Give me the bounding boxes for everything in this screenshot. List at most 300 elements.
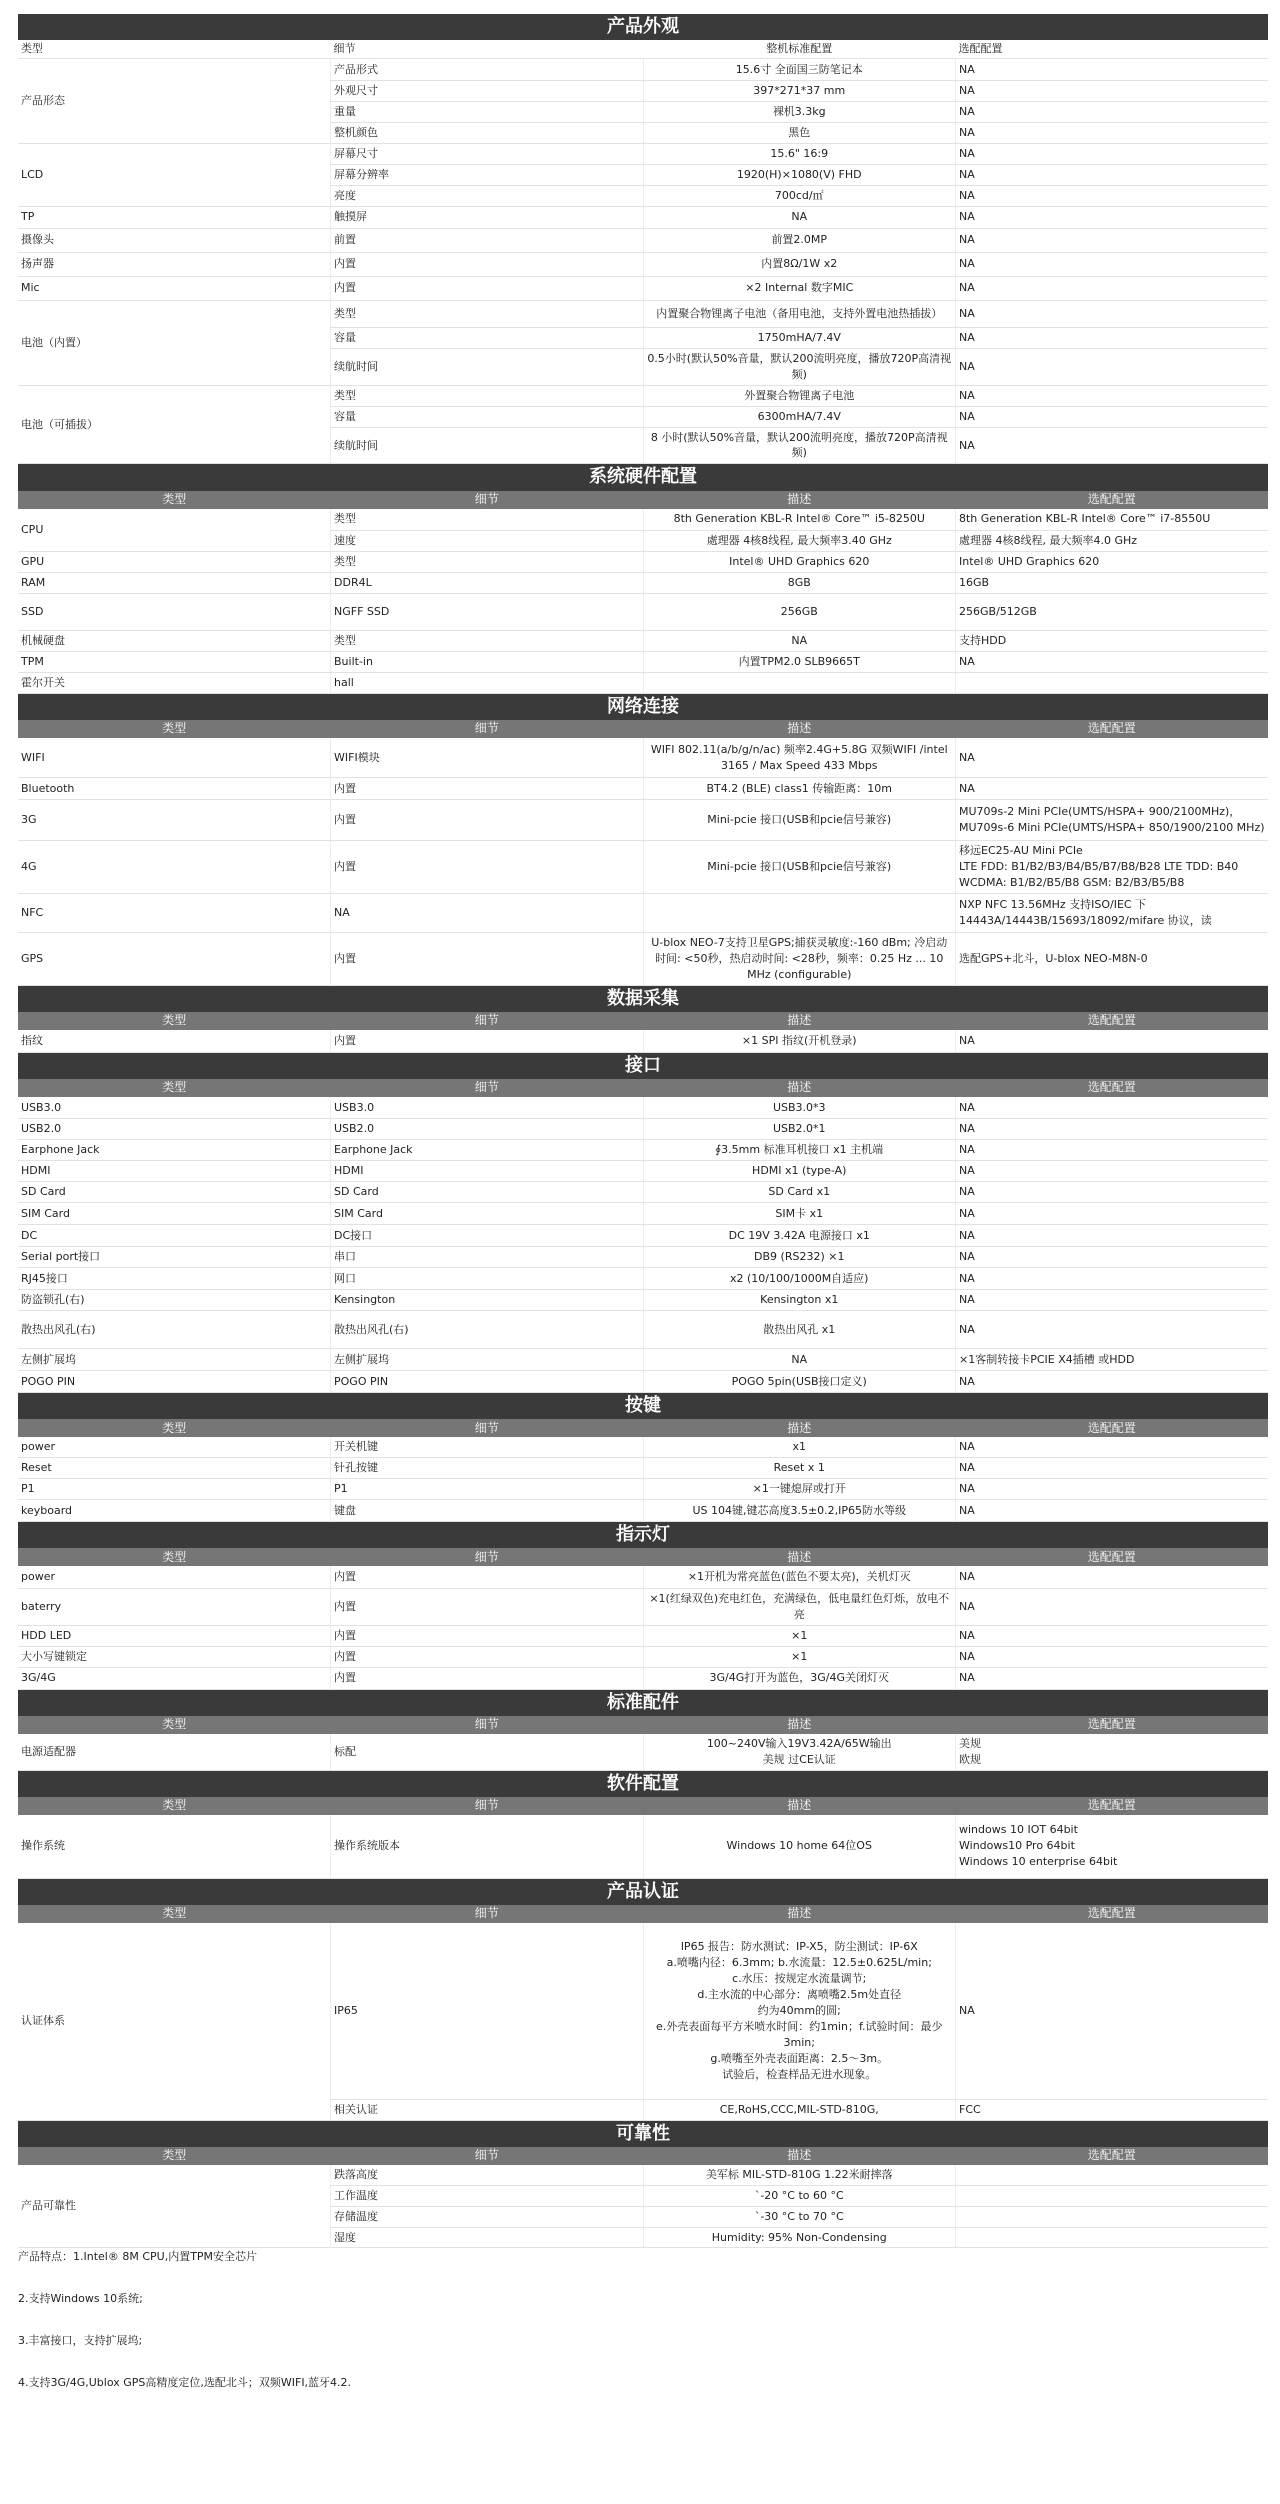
- cell-optional: Intel® UHD Graphics 620: [956, 552, 1269, 573]
- table-row: [18, 841, 1268, 894]
- cell-detail: 针孔按键: [331, 1458, 644, 1479]
- cell-type: RAM: [18, 573, 331, 594]
- cell-description: 256GB: [643, 593, 956, 630]
- cell-type: LCD: [18, 143, 331, 206]
- table-row: [18, 509, 1268, 531]
- cell-optional: NA: [956, 1247, 1269, 1268]
- cell-type: CPU: [18, 509, 331, 552]
- column-header-type: 类型: [18, 1548, 331, 1566]
- column-header-optional: 选配配置: [956, 1012, 1269, 1030]
- cell-detail: 操作系统版本: [331, 1815, 644, 1879]
- column-header-type: 类型: [18, 491, 331, 509]
- cell-optional: NA: [956, 1268, 1269, 1290]
- cell-optional: NA: [956, 1161, 1269, 1182]
- cell-detail: 亮度: [331, 185, 644, 206]
- section-title: 软件配置: [18, 1770, 1268, 1797]
- section-header-row: [18, 1905, 1268, 1923]
- cell-optional: FCC: [956, 2099, 1269, 2120]
- cell-detail: 容量: [331, 406, 644, 427]
- section-title: 产品外观: [18, 14, 1268, 40]
- cell-description: Humidity: 95% Non-Condensing: [643, 2227, 956, 2248]
- column-header-detail: 细节: [331, 1419, 644, 1437]
- column-header-type: 类型: [18, 2147, 331, 2165]
- cell-description: 内置TPM2.0 SLB9665T: [643, 651, 956, 672]
- table-row: [18, 1479, 1268, 1500]
- cell-optional: NA: [956, 1311, 1269, 1349]
- cell-detail: 屏幕分辨率: [331, 164, 644, 185]
- cell-optional: [956, 2227, 1269, 2248]
- section-title: 网络连接: [18, 693, 1268, 720]
- cell-type: 产品形态: [18, 59, 331, 144]
- cell-optional: NA: [956, 206, 1269, 228]
- cell-optional: NA: [956, 1097, 1269, 1119]
- cell-description: 3G/4G打开为蓝色，3G/4G关闭灯灭: [643, 1667, 956, 1689]
- column-header-description: 描述: [643, 720, 956, 738]
- cell-detail: SIM Card: [331, 1203, 644, 1225]
- cell-detail: USB3.0: [331, 1097, 644, 1119]
- cell-description: DB9 (RS232) ×1: [643, 1247, 956, 1268]
- cell-detail: 类型: [331, 630, 644, 651]
- table-row: [18, 1500, 1268, 1522]
- column-header-description: 描述: [643, 2147, 956, 2165]
- cell-description: USB3.0*3: [643, 1097, 956, 1119]
- cell-detail: 类型: [331, 509, 644, 531]
- cell-detail: 内置: [331, 1646, 644, 1667]
- cell-optional: NA: [956, 1119, 1269, 1140]
- table-row: [18, 1225, 1268, 1247]
- column-header-optional: 选配配置: [956, 2147, 1269, 2165]
- cell-optional: NA: [956, 1030, 1269, 1052]
- section-title-row: [18, 1689, 1268, 1716]
- column-header-optional: 选配配置: [956, 1548, 1269, 1566]
- cell-description: SIM卡 x1: [643, 1203, 956, 1225]
- cell-description: 1920(H)×1080(V) FHD: [643, 164, 956, 185]
- cell-description: 6300mHA/7.4V: [643, 406, 956, 427]
- column-header-optional: 选配配置: [956, 720, 1269, 738]
- section-title-row: [18, 1393, 1268, 1420]
- cell-description: SD Card x1: [643, 1182, 956, 1203]
- cell-optional: NA: [956, 348, 1269, 385]
- table-row: [18, 651, 1268, 672]
- cell-type: HDMI: [18, 1161, 331, 1182]
- cell-type: SIM Card: [18, 1203, 331, 1225]
- column-header-description: 描述: [643, 1012, 956, 1030]
- cell-optional: 16GB: [956, 573, 1269, 594]
- cell-type: USB2.0: [18, 1119, 331, 1140]
- cell-detail: 类型: [331, 385, 644, 406]
- cell-type: Reset: [18, 1458, 331, 1479]
- cell-detail: 内置: [331, 1588, 644, 1625]
- cell-type: GPS: [18, 933, 331, 986]
- column-header-optional: 选配配置: [956, 1079, 1269, 1097]
- column-header-type: 类型: [18, 40, 331, 59]
- feature-note: 产品特点：1.Intel® 8M CPU,内置TPM安全芯片: [18, 2250, 258, 2264]
- cell-description: x2 (10/100/1000M自适应): [643, 1268, 956, 1290]
- cell-detail: 前置: [331, 228, 644, 252]
- table-row: [18, 1349, 1268, 1371]
- cell-detail: P1: [331, 1479, 644, 1500]
- cell-type: 摄像头: [18, 228, 331, 252]
- column-header-detail: 细节: [331, 491, 644, 509]
- table-row: [18, 143, 1268, 164]
- section-title: 可靠性: [18, 2120, 1268, 2147]
- cell-detail: 外观尺寸: [331, 81, 644, 102]
- cell-detail: 重量: [331, 102, 644, 123]
- table-row: [18, 1140, 1268, 1161]
- section-title-row: [18, 1052, 1268, 1079]
- column-header-description: 描述: [643, 1419, 956, 1437]
- cell-detail: 跌落高度: [331, 2165, 644, 2185]
- table-row: [18, 1182, 1268, 1203]
- cell-type: SD Card: [18, 1182, 331, 1203]
- table-row: [18, 933, 1268, 986]
- cell-type: keyboard: [18, 1500, 331, 1522]
- cell-detail: NA: [331, 894, 644, 933]
- section-header-row: [18, 1419, 1268, 1437]
- cell-description: ×2 Internal 数字MIC: [643, 276, 956, 300]
- cell-description: 15.6" 16:9: [643, 143, 956, 164]
- cell-optional: NA: [956, 164, 1269, 185]
- cell-type: 电池（可插拔）: [18, 385, 331, 464]
- cell-type: 电池（内置）: [18, 300, 331, 385]
- cell-detail: 屏幕尺寸: [331, 143, 644, 164]
- cell-optional: NA: [956, 1290, 1269, 1311]
- table-row: [18, 1311, 1268, 1349]
- cell-optional: NA: [956, 1458, 1269, 1479]
- cell-optional: NA: [956, 385, 1269, 406]
- section-header-row: [18, 1079, 1268, 1097]
- cell-description: `-30 °C to 70 °C: [643, 2206, 956, 2227]
- column-header-detail: 细节: [331, 1548, 644, 1566]
- section-title-row: [18, 1770, 1268, 1797]
- column-header-optional: 选配配置: [956, 40, 1269, 59]
- cell-description: 8GB: [643, 573, 956, 594]
- cell-description: Mini-pcie 接口(USB和pcie信号兼容): [643, 800, 956, 841]
- cell-type: RJ45接口: [18, 1268, 331, 1290]
- cell-type: HDD LED: [18, 1625, 331, 1646]
- cell-optional: 支持HDD: [956, 630, 1269, 651]
- table-row: [18, 630, 1268, 651]
- cell-description: DC 19V 3.42A 电源接口 x1: [643, 1225, 956, 1247]
- column-header-optional: 选配配置: [956, 1905, 1269, 1923]
- cell-detail: 键盘: [331, 1500, 644, 1522]
- cell-optional: NA: [956, 123, 1269, 144]
- cell-description: 0.5小时(默认50%音量，默认200流明亮度，播放720P高清视频): [643, 348, 956, 385]
- cell-type: 左侧扩展坞: [18, 1349, 331, 1371]
- column-header-type: 类型: [18, 1079, 331, 1097]
- table-row: [18, 573, 1268, 594]
- cell-type: SSD: [18, 593, 331, 630]
- section-title-row: [18, 1879, 1268, 1906]
- cell-optional: NA: [956, 1437, 1269, 1457]
- cell-optional: NA: [956, 1588, 1269, 1625]
- section-title-row: [18, 986, 1268, 1013]
- section-title-row: [18, 1522, 1268, 1549]
- column-header-detail: 细节: [331, 40, 644, 59]
- table-row: [18, 1667, 1268, 1689]
- cell-detail: 续航时间: [331, 427, 644, 464]
- cell-optional: NA: [956, 102, 1269, 123]
- cell-optional: [956, 672, 1269, 693]
- column-header-type: 类型: [18, 1905, 331, 1923]
- table-row: [18, 738, 1268, 778]
- cell-description: `-20 °C to 60 °C: [643, 2185, 956, 2206]
- cell-description: 100~240V输入19V3.42A/65W输出 美规 过CE认证: [643, 1734, 956, 1770]
- cell-type: USB3.0: [18, 1097, 331, 1119]
- cell-description: 内置聚合物锂离子电池（备用电池，支持外置电池热插拔）: [643, 300, 956, 327]
- cell-optional: NA: [956, 1667, 1269, 1689]
- table-row: [18, 1030, 1268, 1052]
- cell-detail: 工作温度: [331, 2185, 644, 2206]
- cell-detail: 内置: [331, 841, 644, 894]
- cell-detail: 网口: [331, 1268, 644, 1290]
- column-header-detail: 细节: [331, 1797, 644, 1815]
- table-row: [18, 1097, 1268, 1119]
- column-header-optional: 选配配置: [956, 1419, 1269, 1437]
- cell-type: POGO PIN: [18, 1371, 331, 1393]
- cell-optional: NA: [956, 1646, 1269, 1667]
- cell-optional: NA: [956, 406, 1269, 427]
- section-header-row: [18, 1797, 1268, 1815]
- table-row: [18, 1566, 1268, 1588]
- table-row: [18, 1161, 1268, 1182]
- cell-detail: 类型: [331, 300, 644, 327]
- cell-type: P1: [18, 1479, 331, 1500]
- table-row: [18, 1588, 1268, 1625]
- cell-description: ×1(红绿双色)充电红色，充满绿色，低电量红色灯烁，放电不亮: [643, 1588, 956, 1625]
- cell-optional: NA: [956, 738, 1269, 778]
- cell-description: Intel® UHD Graphics 620: [643, 552, 956, 573]
- cell-detail: Built-in: [331, 651, 644, 672]
- cell-optional: NA: [956, 651, 1269, 672]
- cell-description: NA: [643, 1349, 956, 1371]
- cell-detail: IP65: [331, 1923, 644, 2099]
- cell-optional: NA: [956, 185, 1269, 206]
- cell-type: 扬声器: [18, 252, 331, 276]
- table-row: [18, 276, 1268, 300]
- table-row: [18, 2165, 1268, 2185]
- table-row: [18, 1734, 1268, 1770]
- cell-description: Windows 10 home 64位OS: [643, 1815, 956, 1879]
- cell-optional: NA: [956, 1140, 1269, 1161]
- table-row: [18, 1268, 1268, 1290]
- table-row: [18, 300, 1268, 327]
- cell-description: WIFI 802.11(a/b/g/n/ac) 频率2.4G+5.8G 双频WIFI /intel 3165 / Max Speed 433 Mbps: [643, 738, 956, 778]
- cell-optional: NXP NFC 13.56MHz 支持ISO/IEC 下14443A/14443B/15693/18092/mifare 协议，读: [956, 894, 1269, 933]
- table-row: [18, 1247, 1268, 1268]
- cell-description: 15.6寸 全面国三防笔记本: [643, 59, 956, 81]
- cell-optional: NA: [956, 81, 1269, 102]
- cell-optional: NA: [956, 59, 1269, 81]
- cell-optional: MU709s-2 Mini PCIe(UMTS/HSPA+ 900/2100MHz)，MU709s-6 Mini PCIe(UMTS/HSPA+ 850/1900/2100 MHz): [956, 800, 1269, 841]
- cell-optional: 處理器 4核8线程, 最大频率4.0 GHz: [956, 531, 1269, 552]
- cell-description: 1750mHA/7.4V: [643, 327, 956, 348]
- cell-detail: 容量: [331, 327, 644, 348]
- cell-description: ×1 SPI 指纹(开机登录): [643, 1030, 956, 1052]
- cell-type: TP: [18, 206, 331, 228]
- cell-optional: NA: [956, 327, 1269, 348]
- cell-detail: 触摸屏: [331, 206, 644, 228]
- cell-type: 产品可靠性: [18, 2165, 331, 2248]
- cell-optional: NA: [956, 252, 1269, 276]
- table-row: [18, 252, 1268, 276]
- cell-detail: 速度: [331, 531, 644, 552]
- table-row: [18, 1203, 1268, 1225]
- cell-detail: WIFI模块: [331, 738, 644, 778]
- cell-description: 散热出风孔 x1: [643, 1311, 956, 1349]
- cell-type: 电源适配器: [18, 1734, 331, 1770]
- cell-detail: 散热出风孔(右): [331, 1311, 644, 1349]
- table-row: [18, 228, 1268, 252]
- cell-detail: 内置: [331, 1625, 644, 1646]
- cell-detail: 内置: [331, 933, 644, 986]
- cell-detail: hall: [331, 672, 644, 693]
- table-row: [18, 800, 1268, 841]
- cell-detail: Kensington: [331, 1290, 644, 1311]
- cell-description: HDMI x1 (type-A): [643, 1161, 956, 1182]
- cell-detail: Earphone Jack: [331, 1140, 644, 1161]
- table-row: [18, 1371, 1268, 1393]
- column-header-description: 描述: [643, 491, 956, 509]
- column-header-description: 描述: [643, 1797, 956, 1815]
- column-header-detail: 细节: [331, 1012, 644, 1030]
- spec-sheet: [18, 14, 1268, 2418]
- cell-detail: 内置: [331, 276, 644, 300]
- cell-optional: windows 10 IOT 64bit Windows10 Pro 64bit Windows 10 enterprise 64bit: [956, 1815, 1269, 1879]
- cell-type: 防盗锁孔(右): [18, 1290, 331, 1311]
- cell-type: TPM: [18, 651, 331, 672]
- cell-type: WIFI: [18, 738, 331, 778]
- cell-type: GPU: [18, 552, 331, 573]
- cell-description: ×1: [643, 1646, 956, 1667]
- cell-description: USB2.0*1: [643, 1119, 956, 1140]
- cell-optional: NA: [956, 228, 1269, 252]
- cell-description: [643, 672, 956, 693]
- column-header-type: 类型: [18, 1419, 331, 1437]
- table-row: [18, 1119, 1268, 1140]
- cell-detail: 湿度: [331, 2227, 644, 2248]
- column-header-optional: 选配配置: [956, 491, 1269, 509]
- cell-detail: 内置: [331, 1566, 644, 1588]
- cell-type: 3G: [18, 800, 331, 841]
- column-header-type: 类型: [18, 1012, 331, 1030]
- section-header-row: [18, 40, 1268, 59]
- cell-description: Reset x 1: [643, 1458, 956, 1479]
- cell-type: 4G: [18, 841, 331, 894]
- cell-description: 8th Generation KBL-R Intel® Core™ i5-8250U: [643, 509, 956, 531]
- cell-type: DC: [18, 1225, 331, 1247]
- column-header-optional: 选配配置: [956, 1716, 1269, 1734]
- column-header-type: 类型: [18, 1797, 331, 1815]
- cell-detail: USB2.0: [331, 1119, 644, 1140]
- cell-detail: 存储温度: [331, 2206, 644, 2227]
- cell-optional: NA: [956, 1625, 1269, 1646]
- section-title-row: [18, 693, 1268, 720]
- cell-detail: 标配: [331, 1734, 644, 1770]
- cell-detail: DDR4L: [331, 573, 644, 594]
- cell-type: 散热出风孔(右): [18, 1311, 331, 1349]
- section-header-row: [18, 1012, 1268, 1030]
- cell-description: 美军标 MIL-STD-810G 1.22米耐摔落: [643, 2165, 956, 2185]
- table-row: [18, 206, 1268, 228]
- cell-detail: NGFF SSD: [331, 593, 644, 630]
- section-title: 接口: [18, 1052, 1268, 1079]
- column-header-description: 描述: [643, 1548, 956, 1566]
- cell-description: ×1: [643, 1625, 956, 1646]
- cell-detail: 相关认证: [331, 2099, 644, 2120]
- cell-type: 机械硬盘: [18, 630, 331, 651]
- column-header-detail: 细节: [331, 1716, 644, 1734]
- table-row: [18, 385, 1268, 406]
- cell-description: Kensington x1: [643, 1290, 956, 1311]
- feature-note: 3.丰富接口，支持扩展坞;: [18, 2334, 143, 2348]
- cell-type: baterry: [18, 1588, 331, 1625]
- cell-description: ∮3.5mm 标准耳机接口 x1 主机端: [643, 1140, 956, 1161]
- cell-optional: 选配GPS+北斗，U-blox NEO-M8N-0: [956, 933, 1269, 986]
- cell-description: ×1一键熄屏或打开: [643, 1479, 956, 1500]
- table-row: [18, 672, 1268, 693]
- cell-type: 认证体系: [18, 1923, 331, 2120]
- table-row: [18, 1815, 1268, 1879]
- cell-detail: 内置: [331, 1667, 644, 1689]
- table-row: [18, 778, 1268, 800]
- cell-description: Mini-pcie 接口(USB和pcie信号兼容): [643, 841, 956, 894]
- cell-detail: 左侧扩展坞: [331, 1349, 644, 1371]
- cell-description: 397*271*37 mm: [643, 81, 956, 102]
- table-row: [18, 1290, 1268, 1311]
- table-row: [18, 1625, 1268, 1646]
- cell-type: Serial port接口: [18, 1247, 331, 1268]
- table-row: [18, 1923, 1268, 2099]
- column-header-type: 类型: [18, 1716, 331, 1734]
- column-header-description: 整机标准配置: [643, 40, 956, 59]
- cell-optional: NA: [956, 1371, 1269, 1393]
- cell-optional: [956, 2165, 1269, 2185]
- cell-type: 指纹: [18, 1030, 331, 1052]
- section-title: 按键: [18, 1393, 1268, 1420]
- section-title-row: [18, 2120, 1268, 2147]
- cell-description: NA: [643, 206, 956, 228]
- column-header-detail: 细节: [331, 1079, 644, 1097]
- cell-optional: NA: [956, 143, 1269, 164]
- table-row: [18, 1646, 1268, 1667]
- cell-description: CE,RoHS,CCC,MIL-STD-810G,: [643, 2099, 956, 2120]
- table-row: [18, 894, 1268, 933]
- feature-note: 4.支持3G/4G,Ublox GPS高精度定位,选配北斗；双频WIFI,蓝牙4.2.: [18, 2376, 352, 2390]
- cell-detail: 续航时间: [331, 348, 644, 385]
- cell-description: 内置8Ω/1W x2: [643, 252, 956, 276]
- cell-optional: 8th Generation KBL-R Intel® Core™ i7-8550U: [956, 509, 1269, 531]
- table-row: [18, 593, 1268, 630]
- section-header-row: [18, 2147, 1268, 2165]
- cell-optional: NA: [956, 300, 1269, 327]
- cell-description: 裸机3.3kg: [643, 102, 956, 123]
- cell-description: U-blox NEO-7支持卫星GPS;捕获灵敏度:-160 dBm; 冷启动时间: <50秒，热启动时间: <28秒，频率：0.25 Hz ... 10 MHz (configurable): [643, 933, 956, 986]
- section-title-row: [18, 14, 1268, 40]
- cell-description: 前置2.0MP: [643, 228, 956, 252]
- section-title: 标准配件: [18, 1689, 1268, 1716]
- cell-type: 大小写键锁定: [18, 1646, 331, 1667]
- cell-detail: 内置: [331, 252, 644, 276]
- section-header-row: [18, 491, 1268, 509]
- cell-description: BT4.2 (BLE) class1 传输距离：10m: [643, 778, 956, 800]
- spec-table: [18, 14, 1268, 2248]
- cell-detail: 内置: [331, 800, 644, 841]
- cell-optional: [956, 2185, 1269, 2206]
- cell-type: Mic: [18, 276, 331, 300]
- column-header-detail: 细节: [331, 720, 644, 738]
- section-title: 系统硬件配置: [18, 464, 1268, 491]
